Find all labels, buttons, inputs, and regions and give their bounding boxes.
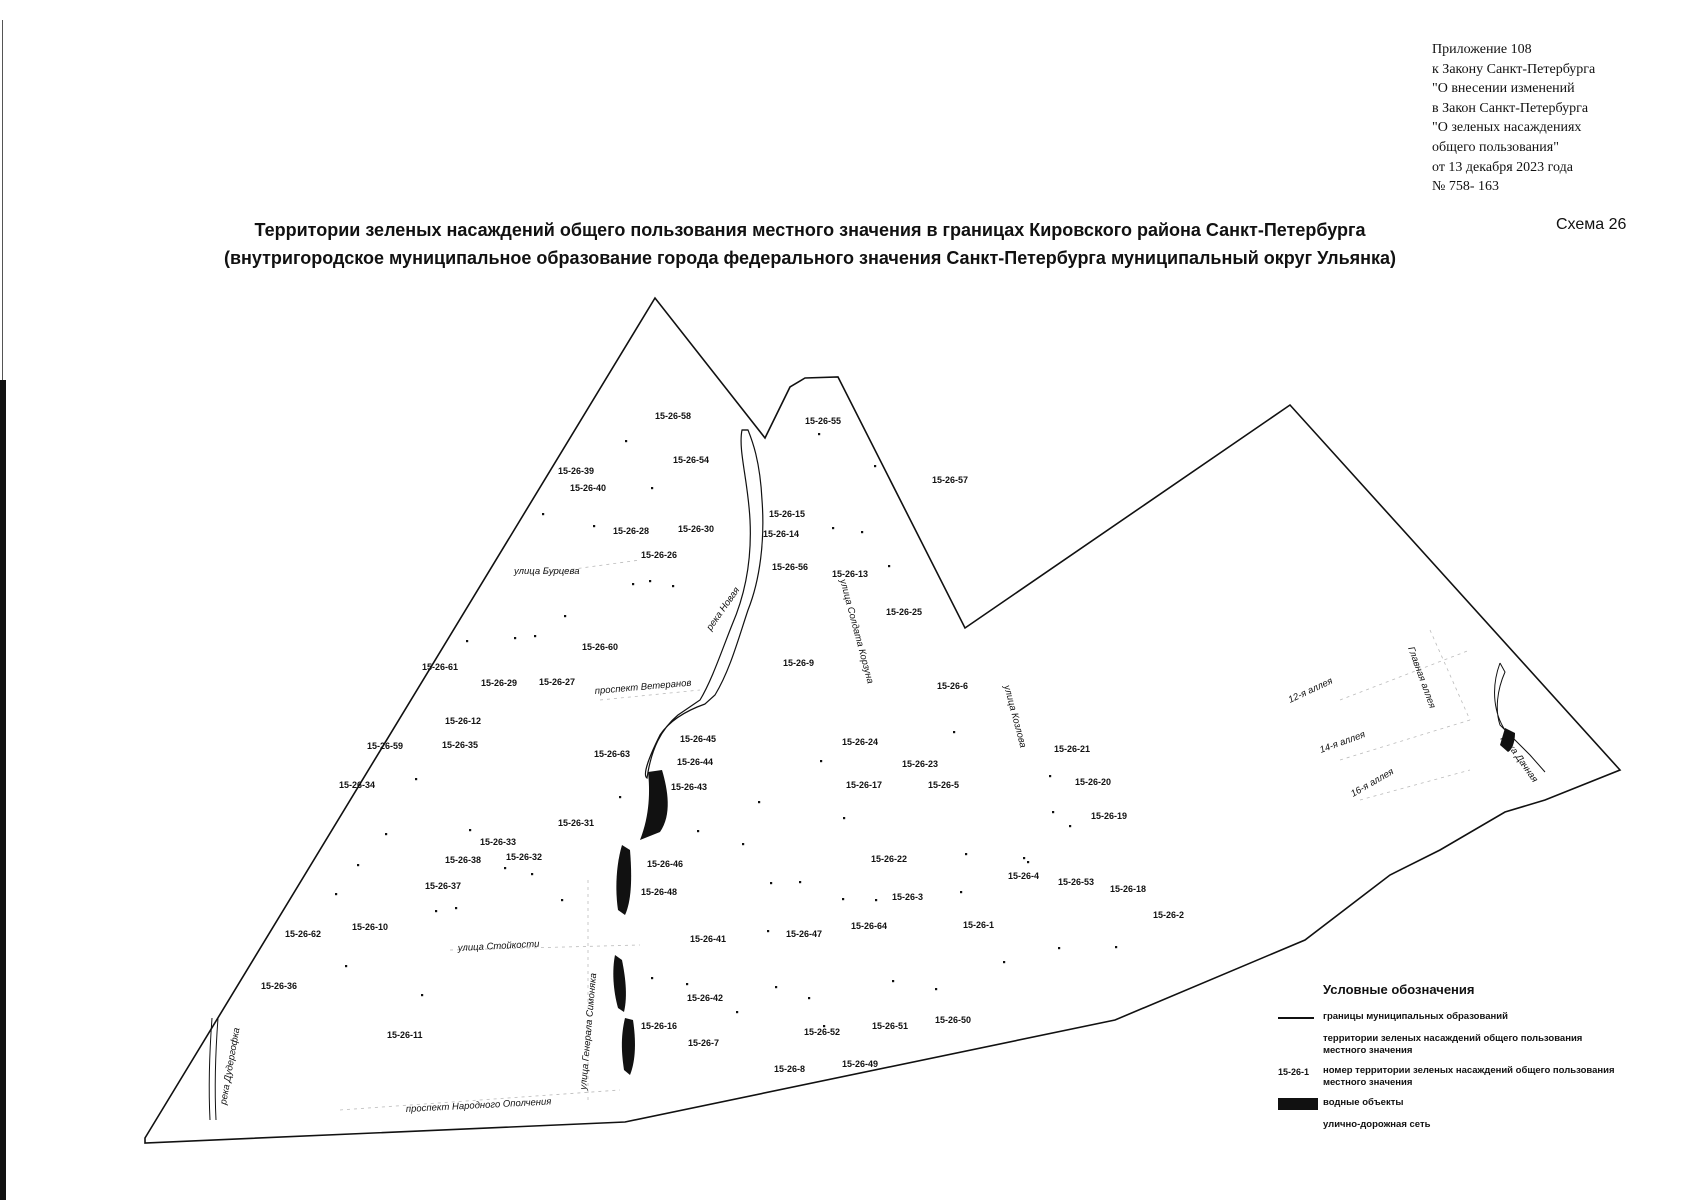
- map-mark: [875, 899, 877, 901]
- parcel-label: 15-26-8: [774, 1064, 806, 1074]
- map-mark: [504, 867, 506, 869]
- pond: [640, 770, 668, 840]
- map-mark: [1058, 947, 1060, 949]
- map-mark: [542, 513, 544, 515]
- parcel-label: 15-26-31: [558, 818, 595, 828]
- map-mark: [345, 965, 347, 967]
- parcel-label: 15-26-40: [570, 483, 607, 493]
- map-mark: [775, 986, 777, 988]
- map-mark: [843, 817, 845, 819]
- river-dudergofka: [209, 1018, 218, 1120]
- map-mark: [1023, 857, 1025, 859]
- map-mark: [421, 994, 423, 996]
- pond: [622, 1018, 635, 1075]
- street-label: река Новая: [704, 585, 743, 633]
- map-mark: [625, 440, 627, 442]
- parcel-label: 15-26-6: [937, 681, 969, 691]
- map-mark: [469, 829, 471, 831]
- parcel-label: 15-26-5: [928, 780, 960, 790]
- parcel-label: 15-26-22: [871, 854, 908, 864]
- map-mark: [960, 891, 962, 893]
- map-mark: [861, 531, 863, 533]
- map-mark: [672, 585, 674, 587]
- parcel-label: 15-26-12: [445, 716, 482, 726]
- parcel-label: 15-26-56: [772, 562, 809, 572]
- parcel-label: 15-26-9: [783, 658, 815, 668]
- street-label: 12-я аллея: [1286, 675, 1335, 706]
- appendix-line: № 758- 163: [1432, 179, 1500, 195]
- parcel-label: 15-26-7: [688, 1038, 720, 1048]
- parcel-label: 15-26-38: [445, 855, 482, 865]
- parcel-label: 15-26-3: [892, 892, 924, 902]
- parcel-label: 15-26-36: [261, 981, 298, 991]
- parcel-label: 15-26-27: [539, 677, 576, 687]
- parcel-label: 15-26-17: [846, 780, 883, 790]
- parcel-label: 15-26-52: [804, 1027, 841, 1037]
- scheme-label: Схема 26: [1556, 216, 1627, 233]
- appendix-line: "О зеленых насаждениях: [1432, 120, 1582, 136]
- code-symbol: 15-26-1: [1278, 1067, 1310, 1077]
- map-mark: [888, 565, 890, 567]
- map-mark: [1052, 811, 1054, 813]
- parcel-label: 15-26-49: [842, 1059, 879, 1069]
- map-mark: [534, 635, 536, 637]
- map-mark: [435, 910, 437, 912]
- parcel-label: 15-26-63: [594, 749, 631, 759]
- parcel-label: 15-26-15: [769, 509, 806, 519]
- street-label: проспект Народного Ополчения: [405, 1096, 552, 1115]
- parcel-label: 15-26-57: [932, 475, 969, 485]
- parcel-label: 15-26-42: [687, 993, 724, 1003]
- boundary-line-symbol: [1278, 1017, 1314, 1019]
- parcel-label: 15-26-59: [367, 741, 404, 751]
- map-mark: [842, 898, 844, 900]
- street-label: 14-я аллея: [1318, 729, 1367, 756]
- parcel-label: 15-26-18: [1110, 884, 1147, 894]
- legend-code-text: номер территории зеленых насаждений общего пользования местного значения: [1323, 1065, 1615, 1088]
- map-mark: [385, 833, 387, 835]
- parcel-label: 15-26-34: [339, 780, 376, 790]
- pond: [613, 955, 626, 1012]
- legend-green-text: территории зеленых насаждений общего пользования местного значения: [1323, 1033, 1583, 1056]
- map-mark: [892, 980, 894, 982]
- river-novaya: [645, 430, 762, 778]
- map-mark: [466, 640, 468, 642]
- map-mark: [415, 778, 417, 780]
- parcel-label: 15-26-41: [690, 934, 727, 944]
- street-label: 16-я аллея: [1349, 766, 1396, 800]
- parcel-label: 15-26-51: [872, 1021, 909, 1031]
- map-mark: [832, 527, 834, 529]
- appendix-line: от 13 декабря 2023 года: [1432, 159, 1573, 175]
- parcel-label: 15-26-30: [678, 524, 715, 534]
- appendix-line: к Закону Санкт-Петербурга: [1432, 61, 1596, 77]
- parcel-label: 15-26-61: [422, 662, 459, 672]
- parcel-label: 15-26-1: [963, 920, 995, 930]
- parcel-label: 15-26-26: [641, 550, 678, 560]
- map-mark: [649, 580, 651, 582]
- map-mark: [564, 615, 566, 617]
- legend-title: Условные обозначения: [1323, 982, 1475, 997]
- appendix-line: "О внесении изменений: [1432, 81, 1575, 97]
- street-label: улица Козлова: [1001, 683, 1029, 749]
- map-mark: [1049, 775, 1051, 777]
- title-line-2: (внутригородское муниципальное образование города федерального значения Санкт-Петербурга муниципальный округ Ульянка): [223, 248, 1397, 268]
- legend-roads-text: улично-дорожная сеть: [1323, 1119, 1431, 1130]
- parcel-label: 15-26-25: [886, 607, 923, 617]
- street-label: река Дудергофка: [218, 1026, 243, 1106]
- parcel-label: 15-26-45: [680, 734, 717, 744]
- map-mark: [357, 864, 359, 866]
- parcel-label: 15-26-54: [673, 455, 710, 465]
- map-mark: [820, 760, 822, 762]
- parcel-label: 15-26-55: [805, 416, 842, 426]
- title-line-1: Территории зеленых насаждений общего пользования местного значения в границах Кировского района Санкт-Петербурга: [254, 220, 1366, 240]
- appendix-line: в Закон Санкт-Петербурга: [1432, 100, 1589, 116]
- map-mark: [651, 977, 653, 979]
- map-mark: [697, 830, 699, 832]
- map-mark: [823, 1025, 825, 1027]
- parcel-label: 15-26-43: [671, 782, 708, 792]
- parcel-label: 15-26-50: [935, 1015, 972, 1025]
- parcel-label: 15-26-20: [1075, 777, 1112, 787]
- parcel-label: 15-26-60: [582, 642, 619, 652]
- legend-row-boundary: [1278, 1011, 1688, 1025]
- parcel-label: 15-26-19: [1091, 811, 1128, 821]
- map-mark: [965, 853, 967, 855]
- map-mark: [561, 899, 563, 901]
- map-mark: [335, 893, 337, 895]
- street-label: река Дачная: [1499, 733, 1541, 785]
- parcel-label: 15-26-21: [1054, 744, 1091, 754]
- parcel-label: 15-26-33: [480, 837, 517, 847]
- street-label: улица Стойкости: [457, 938, 540, 954]
- map-mark: [455, 907, 457, 909]
- appendix-line: Приложение 108: [1432, 42, 1532, 57]
- parcel-label: 15-26-37: [425, 881, 462, 891]
- street-label: улица Бурцева: [514, 566, 580, 577]
- parcel-label: 15-26-2: [1153, 910, 1185, 920]
- parcel-label: 15-26-32: [506, 852, 543, 862]
- legend-row-code: [1278, 1065, 1688, 1089]
- parcel-label: 15-26-13: [832, 569, 869, 579]
- parcel-label: 15-26-64: [851, 921, 888, 931]
- street-label: улица Солдата Корзуна: [837, 577, 876, 685]
- legend: [1278, 982, 1688, 1141]
- map-mark: [767, 930, 769, 932]
- map-mark: [736, 1011, 738, 1013]
- street-label: Главная аллея: [1405, 645, 1438, 710]
- map-mark: [1069, 825, 1071, 827]
- map-mark: [593, 525, 595, 527]
- map-mark: [514, 637, 516, 639]
- parcel-label: 15-26-46: [647, 859, 684, 869]
- map-mark: [632, 583, 634, 585]
- legend-water-text: водные объекты: [1323, 1097, 1404, 1108]
- map-mark: [874, 465, 876, 467]
- map-mark: [651, 487, 653, 489]
- appendix-line: общего пользования": [1432, 139, 1559, 155]
- legend-row-roads: [1278, 1119, 1688, 1133]
- map-mark: [742, 843, 744, 845]
- map-mark: [935, 988, 937, 990]
- parcel-label: 15-26-48: [641, 887, 678, 897]
- map-mark: [770, 882, 772, 884]
- map-mark: [686, 983, 688, 985]
- parcel-label: 15-26-58: [655, 411, 692, 421]
- parcel-label: 15-26-29: [481, 678, 518, 688]
- parcel-label: 15-26-10: [352, 922, 389, 932]
- small-marks: [335, 433, 1117, 1027]
- legend-boundary-text: границы муниципальных образований: [1323, 1011, 1508, 1022]
- map-mark: [758, 801, 760, 803]
- street-label: улица Генерала Симоняка: [578, 972, 600, 1091]
- pond: [616, 845, 631, 915]
- legend-row-green: [1278, 1033, 1688, 1057]
- water-symbol: [1278, 1098, 1318, 1110]
- parcel-label: 15-26-39: [558, 466, 595, 476]
- street-label: проспект Ветеранов: [594, 677, 692, 697]
- map-mark: [953, 731, 955, 733]
- map-mark: [808, 997, 810, 999]
- parcel-label: 15-26-4: [1008, 871, 1040, 881]
- parcel-label: 15-26-28: [613, 526, 650, 536]
- parcel-label: 15-26-62: [285, 929, 322, 939]
- map-mark: [1003, 961, 1005, 963]
- map-mark: [818, 433, 820, 435]
- parcel-label: 15-26-47: [786, 929, 823, 939]
- parcel-label: 15-26-53: [1058, 877, 1095, 887]
- map-mark: [1115, 946, 1117, 948]
- map-mark: [531, 873, 533, 875]
- map-mark: [799, 881, 801, 883]
- parcel-label: 15-26-44: [677, 757, 714, 767]
- parcel-label: 15-26-24: [842, 737, 879, 747]
- map-mark: [619, 796, 621, 798]
- parcel-label: 15-26-35: [442, 740, 479, 750]
- parcel-label: 15-26-23: [902, 759, 939, 769]
- parcel-label: 15-26-11: [387, 1030, 423, 1040]
- parcel-labels: [261, 411, 1184, 1074]
- map-mark: [1027, 861, 1029, 863]
- parcel-label: 15-26-16: [641, 1021, 678, 1031]
- parcel-label: 15-26-14: [763, 529, 800, 539]
- legend-row-water: [1278, 1097, 1688, 1111]
